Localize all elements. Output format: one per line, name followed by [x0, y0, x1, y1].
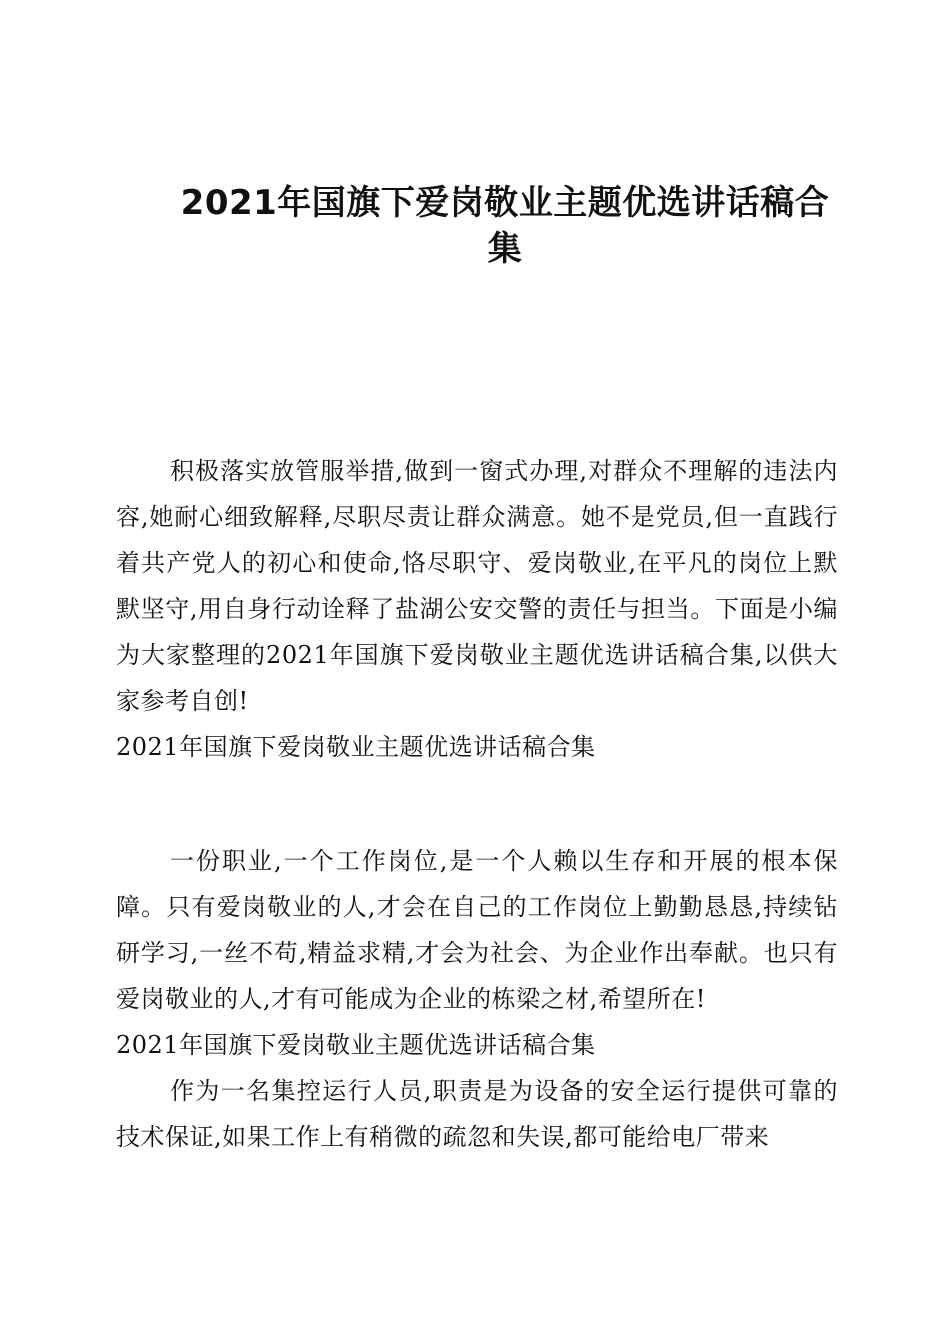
intro-paragraph: 积极落实放管服举措,做到一窗式办理,对群众不理解的违法内容,她耐心细致解释,尽职尽责让群众满意。她不是党员,但一直践行着共产党人的初心和使命,恪尽职守、爱岗敬业,在平凡的岗位上默默坚守,用自身行动诠释了盐湖公安交警的责任与担当。下面是小编为大家整理的2021年国旗下爱岗敬业主题优选讲话稿合集,以供大家参考自创! — [116, 457, 838, 715]
body-paragraph: 作为一名集控运行人员,职责是为设备的安全运行提供可靠的技术保证,如果工作上有稍微的疏忽和失误,都可能给电厂带来 — [116, 1077, 838, 1151]
document-body-section-2 — [116, 838, 838, 1160]
section-subheading: 2021年国旗下爱岗敬业主题优选讲话稿合集 — [116, 1031, 596, 1059]
section-subheading: 2021年国旗下爱岗敬业主题优选讲话稿合集 — [116, 733, 596, 761]
document-title: 2021年国旗下爱岗敬业主题优选讲话稿合集 — [180, 183, 830, 269]
body-paragraph: 一份职业,一个工作岗位,是一个人赖以生存和开展的根本保障。只有爱岗敬业的人,才会在自己的工作岗位上勤勤恳恳,持续钻研学习,一丝不苟,精益求精,才会为社会、为企业作出奉献。也只有爱岗敬业的人,才有可能成为企业的栋梁之材,希望所在! — [116, 847, 838, 1013]
document-body-section-1 — [116, 448, 838, 770]
